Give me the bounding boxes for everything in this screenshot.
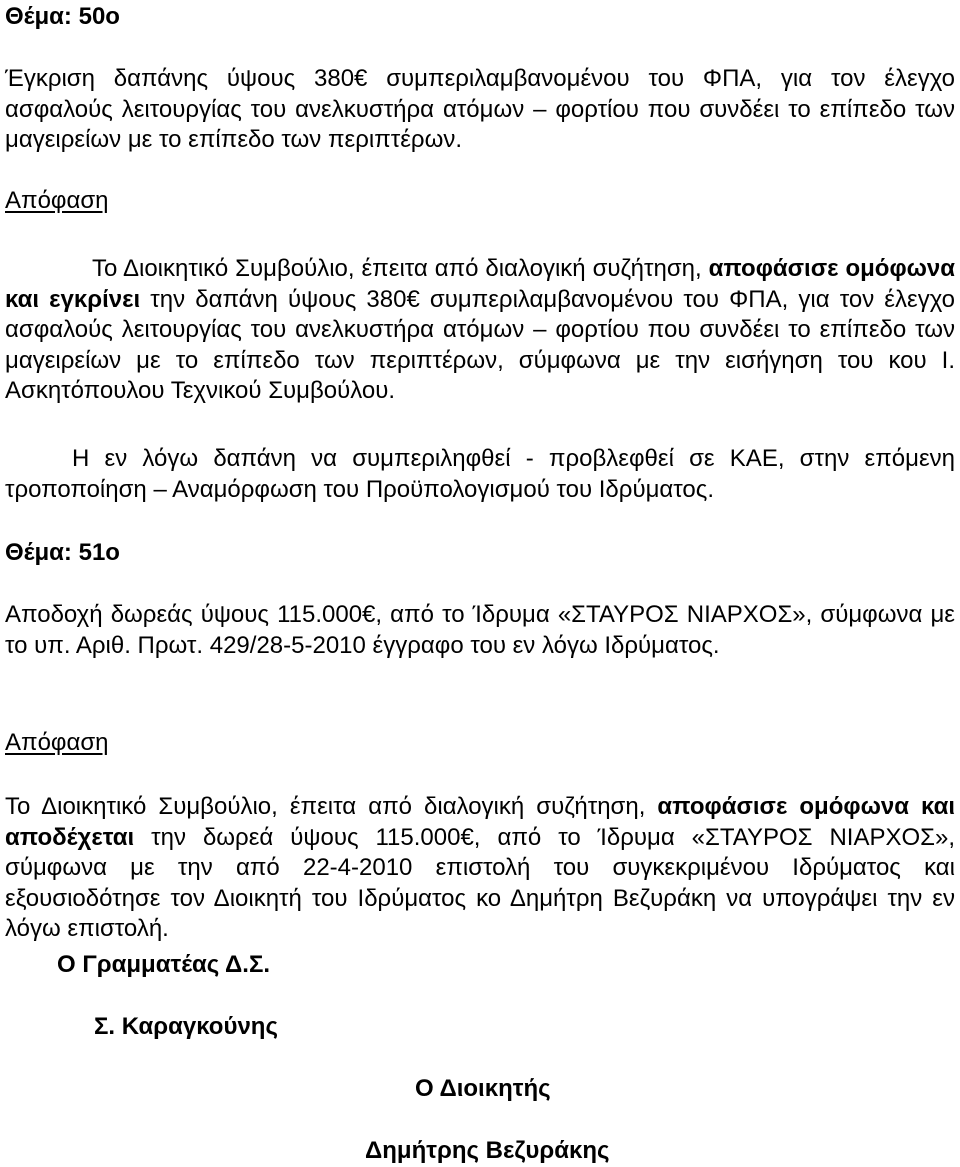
topic-51-decision-heading: Απόφαση xyxy=(5,729,109,756)
topic-51-decision-text-a: Το Διοικητικό Συμβούλιο, έπειτα από διαλογική συζήτηση, xyxy=(5,793,658,820)
topic-51-title: Θέμα: 51ο xyxy=(5,539,120,566)
topic-50-subject: Έγκριση δαπάνης ύψους 380€ συμπεριλαμβανομένου του ΦΠΑ, για τον έλεγχο ασφαλούς λειτουργίας του ανελκυστήρα ατόμων – φορτίου που συνδέει το επίπεδο των μαγειρείων με το επίπεδο των περιπτέρων. xyxy=(5,65,955,153)
topic-51-decision-text-b: την δωρεά ύψους 115.000€, από το Ίδρυμα «ΣΤΑΥΡΟΣ ΝΙΑΡΧΟΣ», σύμφωνα με την από 22-4-2010 επιστολή του συγκεκριμένου Ιδρύματος και εξουσιοδότησε τον Διοικητή του Ιδρύματος κο Δημήτρη Βεζυράκη να υπογράψει την εν λόγω επιστολή. xyxy=(5,823,955,942)
topic-50-decision-bold: αποφάσισε ομόφωνα και εγκρίνει xyxy=(5,255,955,313)
topic-50-decision-paragraph-2: Η εν λόγω δαπάνη να συμπεριληφθεί - προβλεφθεί σε ΚΑΕ, στην επόμενη τροποποίηση – Αναμόρφωση του Προϋπολογισμού του Ιδρύματος. xyxy=(5,445,955,503)
secretary-title: Ο Γραμματέας Δ.Σ. xyxy=(57,951,271,978)
secretary-name: Σ. Καραγκούνης xyxy=(94,1013,278,1040)
topic-50-decision-heading: Απόφαση xyxy=(5,187,109,214)
topic-50-decision-text-a: Το Διοικητικό Συμβούλιο, έπειτα από διαλογική συζήτηση, xyxy=(92,255,709,282)
topic-50-decision-paragraph xyxy=(5,254,955,407)
topic-50-decision-text-b: την δαπάνη ύψους 380€ συμπεριλαμβανομένου του ΦΠΑ, για τον έλεγχο ασφαλούς λειτουργίας του ανελκυστήρα ατόμων – φορτίου που συνδέει το επίπεδο των μαγειρείων με το επίπεδο των περιπτέρων, σύμφωνα με την εισήγηση του κου Ι. Ασκητόπουλου Τεχνικού Συμβούλου. xyxy=(5,285,956,404)
topic-50-title: Θέμα: 50ο xyxy=(5,3,120,30)
director-title: Ο Διοικητής xyxy=(415,1075,551,1102)
director-name: Δημήτρης Βεζυράκης xyxy=(365,1137,610,1164)
topic-51-subject: Αποδοχή δωρεάς ύψους 115.000€, από το Ίδρυμα «ΣΤΑΥΡΟΣ ΝΙΑΡΧΟΣ», σύμφωνα με το υπ. Αριθ. Πρωτ. 429/28-5-2010 έγγραφο του εν λόγω Ιδρύματος. xyxy=(5,601,955,659)
topic-51-decision-bold: αποφάσισε ομόφωνα και αποδέχεται xyxy=(5,793,955,851)
topic-51-decision-paragraph xyxy=(5,792,955,945)
